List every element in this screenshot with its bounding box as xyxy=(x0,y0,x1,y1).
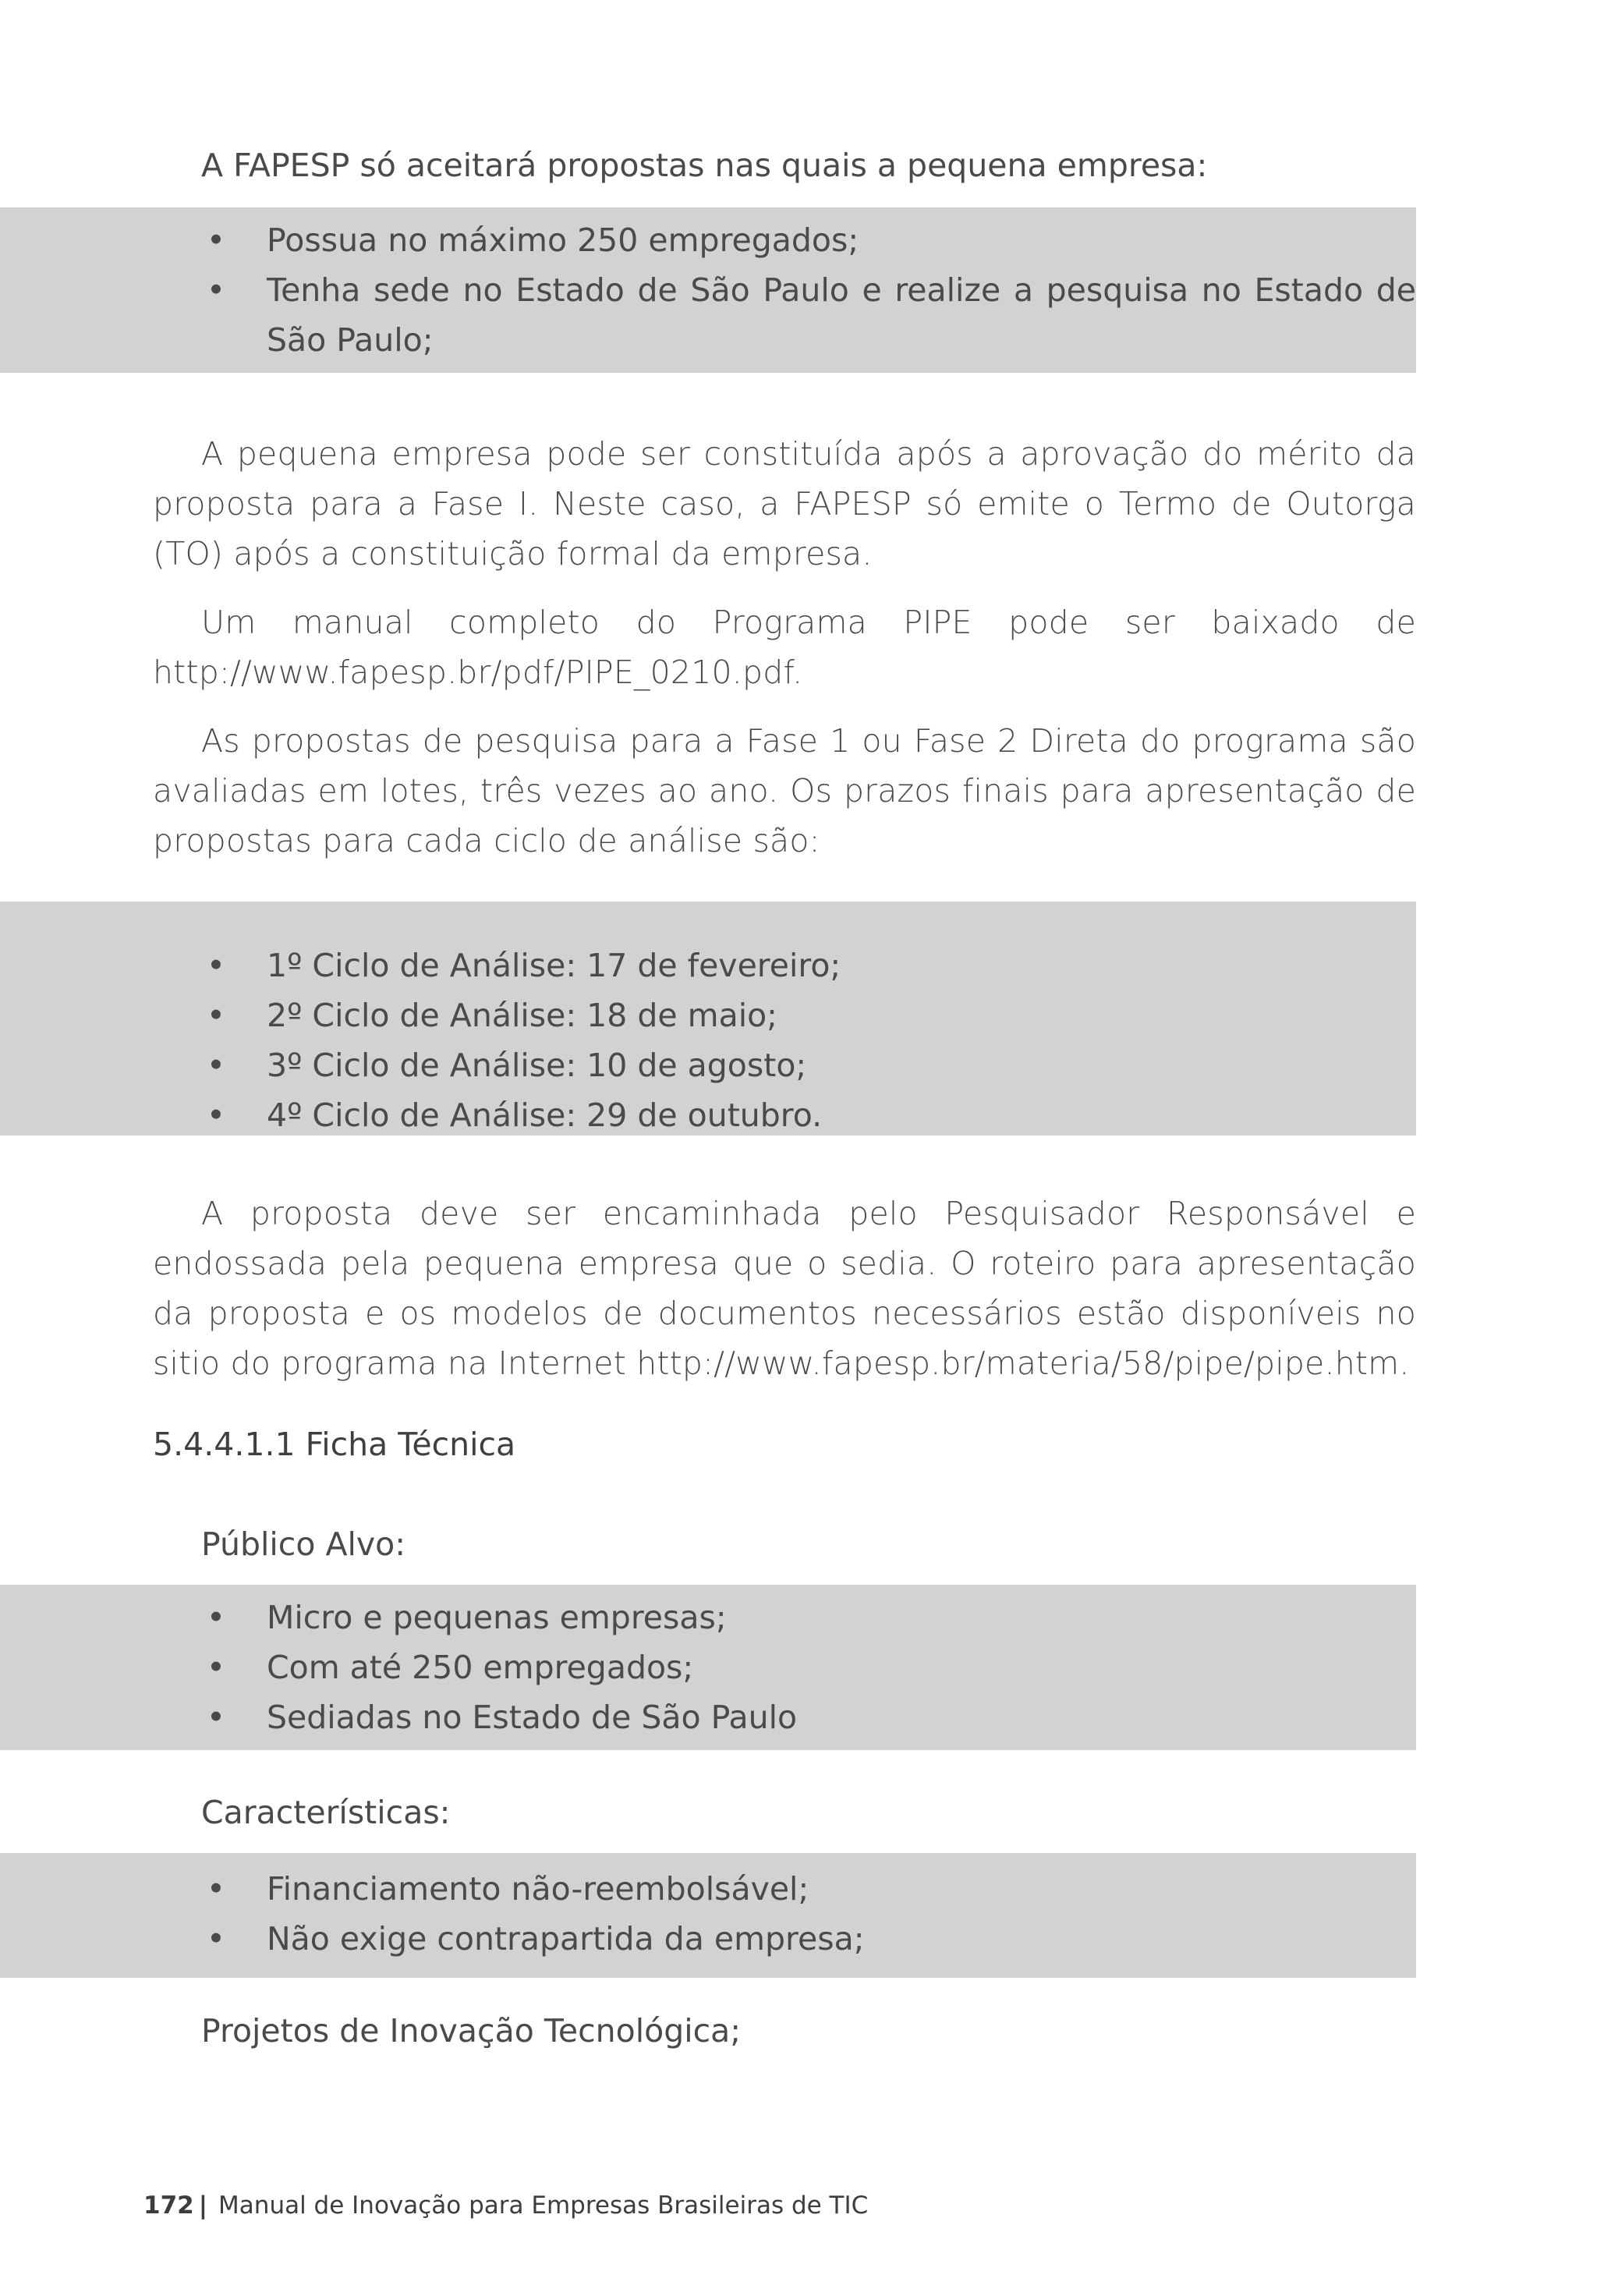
characteristics-label: Características: xyxy=(201,1794,451,1831)
list-item xyxy=(0,1864,1416,1914)
list-item-text: Financiamento não-reembolsável; xyxy=(267,1870,809,1908)
list-item-text: Não exige contrapartida da empresa; xyxy=(267,1920,865,1958)
bullet-icon: • xyxy=(206,947,226,984)
bullet-icon: • xyxy=(206,1047,226,1084)
bullet-icon: • xyxy=(206,221,226,259)
bullet-icon: • xyxy=(206,1870,226,1908)
list-item xyxy=(0,265,1416,365)
list-item xyxy=(0,1642,1416,1692)
paragraph-manual: Um manual completo do Programa PIPE pode ser baixado de http://www.fapesp.br/pdf/PIPE_0210.pdf. xyxy=(153,604,1416,691)
requirements-band xyxy=(0,207,1416,373)
list-item-text: 1º Ciclo de Análise: 17 de fevereiro; xyxy=(267,947,841,984)
bullet-icon: • xyxy=(206,271,226,309)
footer-separator: | xyxy=(198,2191,208,2220)
page-footer xyxy=(143,2190,868,2221)
body-paragraphs xyxy=(153,429,1416,866)
requirements-list xyxy=(0,215,1416,365)
list-item xyxy=(0,1914,1416,1964)
paragraph-constitution: A pequena empresa pode ser constituída após a aprovação do mérito da proposta para a Fase I. Neste caso, a FAPESP só emite o Termo de Outorga (TO) após a constituição formal da empresa. xyxy=(153,435,1416,572)
bullet-icon: • xyxy=(206,1097,226,1134)
bullet-icon: • xyxy=(206,1699,226,1736)
bullet-icon: • xyxy=(206,1599,226,1636)
bullet-icon: • xyxy=(206,997,226,1034)
paragraph-cycles-intro: As propostas de pesquisa para a Fase 1 ou Fase 2 Direta do programa são avaliadas em lotes, três vezes ao ano. Os prazos finais para apresentação de propostas para cada ciclo de análise são: xyxy=(153,722,1416,859)
list-item-text: Micro e pequenas empresas; xyxy=(267,1599,727,1636)
audience-label: Público Alvo: xyxy=(201,1525,406,1563)
list-item-text: Com até 250 empregados; xyxy=(267,1649,694,1686)
section-heading: 5.4.4.1.1 Ficha Técnica xyxy=(153,1426,516,1463)
projects-label: Projetos de Inovação Tecnológica; xyxy=(201,2012,742,2050)
list-item xyxy=(0,1593,1416,1642)
cycles-band xyxy=(0,902,1416,1136)
footer-title: Manual de Inovação para Empresas Brasileiras de TIC xyxy=(218,2191,869,2220)
list-item-text: Tenha sede no Estado de São Paulo e realize a pesquisa no Estado de São Paulo; xyxy=(267,271,1416,359)
characteristics-list xyxy=(0,1864,1416,1964)
characteristics-band xyxy=(0,1853,1416,1978)
cycles-list xyxy=(0,941,1416,1140)
bullet-icon: • xyxy=(206,1649,226,1686)
audience-band xyxy=(0,1585,1416,1750)
page-number: 172 xyxy=(143,2191,194,2220)
list-item xyxy=(0,215,1416,265)
paragraph-submission: A proposta deve ser encaminhada pelo Pesquisador Responsável e endossada pela pequena empresa que o sedia. O roteiro para apresentação da proposta e os modelos de documentos necessários estão disponíveis no sitio do programa na Internet http://www.fapesp.br/materia/58/pipe/pipe.htm. xyxy=(153,1195,1416,1382)
intro-text: A FAPESP só aceitará propostas nas quais a pequena empresa: xyxy=(201,147,1208,184)
list-item-text: 3º Ciclo de Análise: 10 de agosto; xyxy=(267,1047,807,1084)
list-item xyxy=(0,990,1416,1040)
list-item xyxy=(0,1090,1416,1140)
list-item xyxy=(0,941,1416,990)
audience-list xyxy=(0,1593,1416,1742)
list-item-text: 2º Ciclo de Análise: 18 de maio; xyxy=(267,997,777,1034)
list-item xyxy=(0,1692,1416,1742)
list-item-text: Sediadas no Estado de São Paulo xyxy=(267,1699,798,1736)
list-item xyxy=(0,1040,1416,1090)
list-item-text: 4º Ciclo de Análise: 29 de outubro. xyxy=(267,1097,823,1134)
bullet-icon: • xyxy=(206,1920,226,1958)
list-item-text: Possua no máximo 250 empregados; xyxy=(267,221,859,259)
submission-block xyxy=(153,1189,1416,1388)
